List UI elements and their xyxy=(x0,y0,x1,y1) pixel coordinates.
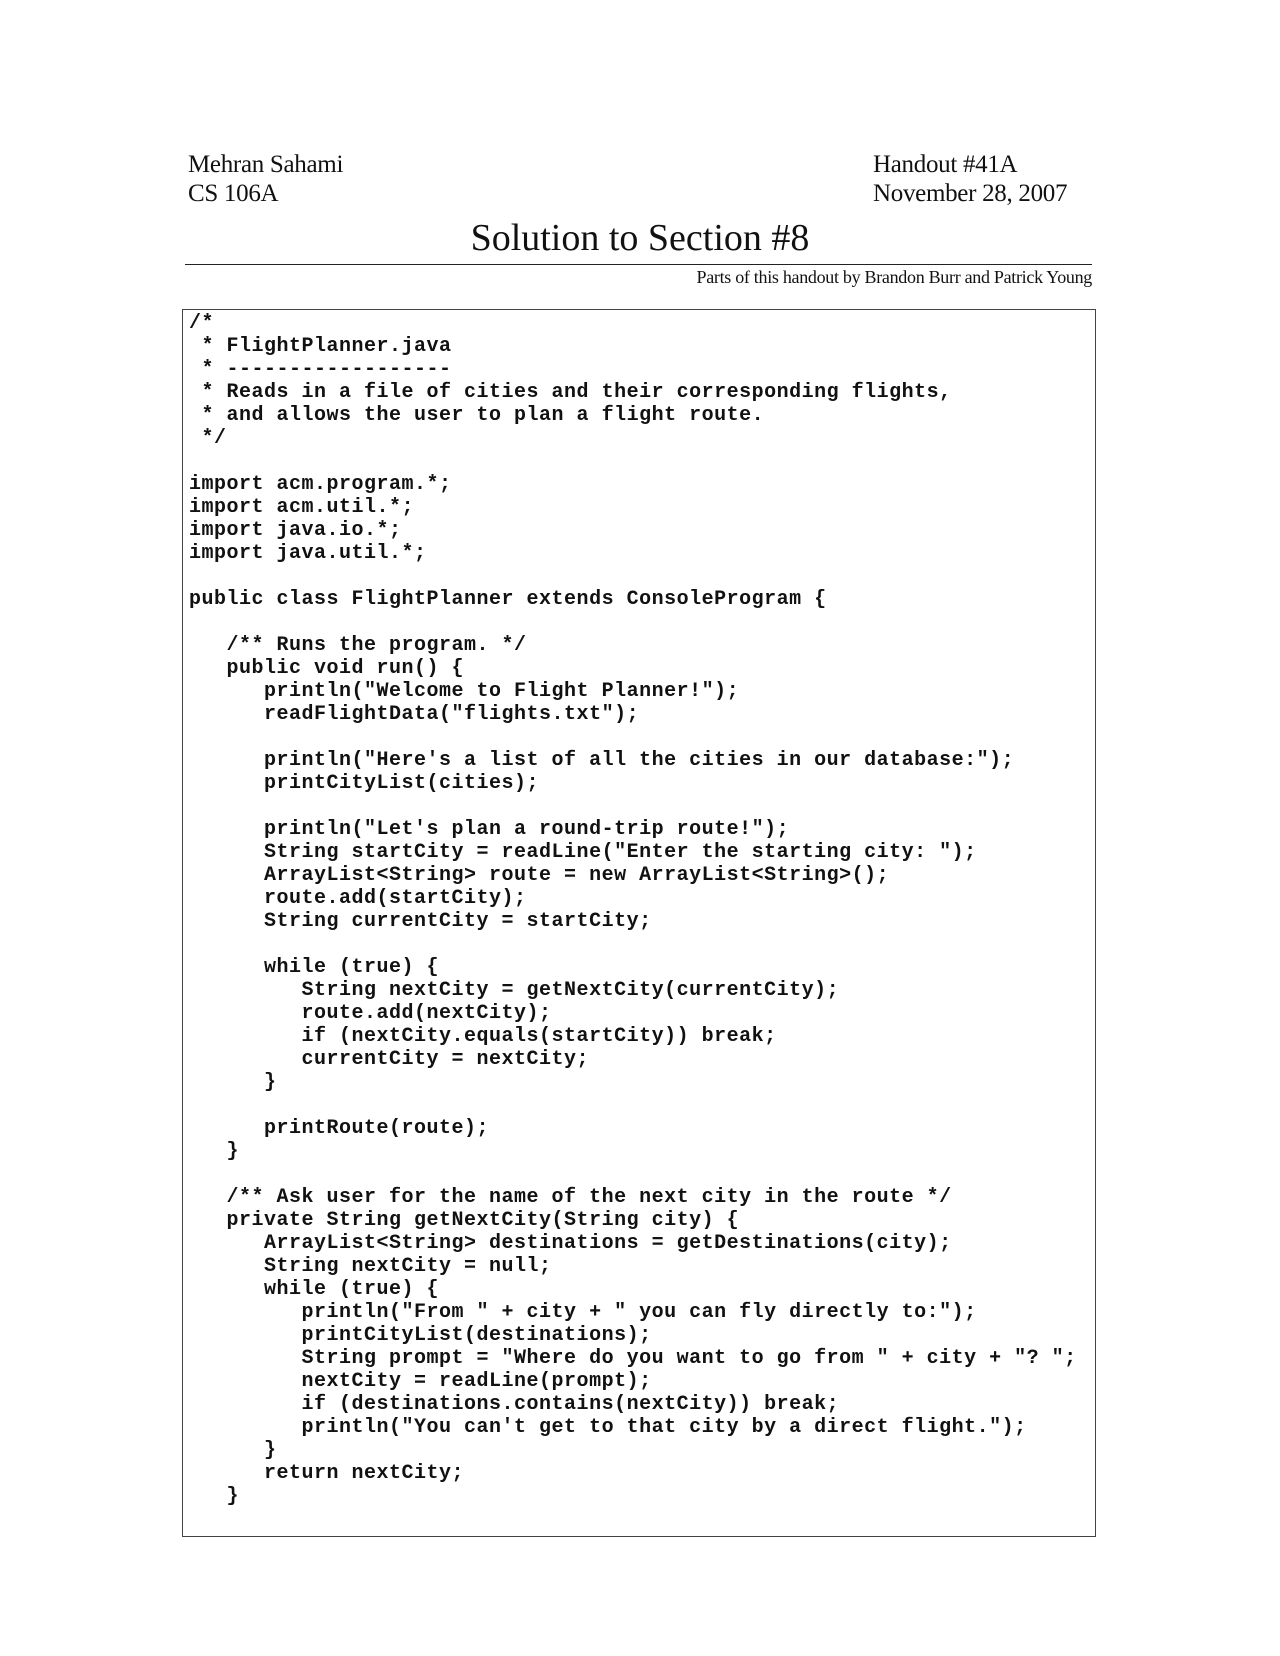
handout-number: Handout #41A xyxy=(873,151,1018,178)
course-code: CS 106A xyxy=(188,180,279,207)
credit-line: Parts of this handout by Brandon Burr and Patrick Young xyxy=(696,267,1092,287)
author-name: Mehran Sahami xyxy=(188,151,344,178)
handout-date: November 28, 2007 xyxy=(873,180,1068,207)
title-divider xyxy=(185,264,1092,265)
code-listing-box xyxy=(182,309,1096,1537)
code-listing: /* * FlightPlanner.java * ------------------ * Reads in a file of cities and their corresponding flights, * and allows the user to plan a flight route. */ import acm.program.*; import acm.util.*; import java.io.*; import java.util.*; public class FlightPlanner extends ConsoleProgram { /** Runs the program. */ public void run() { println("Welcome to Flight Planner!"); readFlightData("flights.txt"); println("Here's a list of all the cities in our database:"); printCityList(cities); println("Let's plan a round-trip route!"); String startCity = readLine("Enter the starting city: "); ArrayList<String> route = new ArrayList<String>(); route.add(startCity); String currentCity = startCity; while (true) { String nextCity = getNextCity(currentCity); route.add(nextCity); if (nextCity.equals(startCity)) break; currentCity = nextCity; } printRoute(route); } /** Ask user for the name of the next city in the route */ private String getNextCity(String city) { ArrayList<String> destinations = getDestinations(city); String nextCity = null; while (true) { println("From " + city + " you can fly directly to:"); printCityList(destinations); String prompt = "Where do you want to go from " + city + "? "; nextCity = readLine(prompt); if (destinations.contains(nextCity)) break; println("You can't get to that city by a direct flight."); } return nextCity; } xyxy=(189,312,1077,1508)
page-title: Solution to Section #8 xyxy=(470,217,810,259)
